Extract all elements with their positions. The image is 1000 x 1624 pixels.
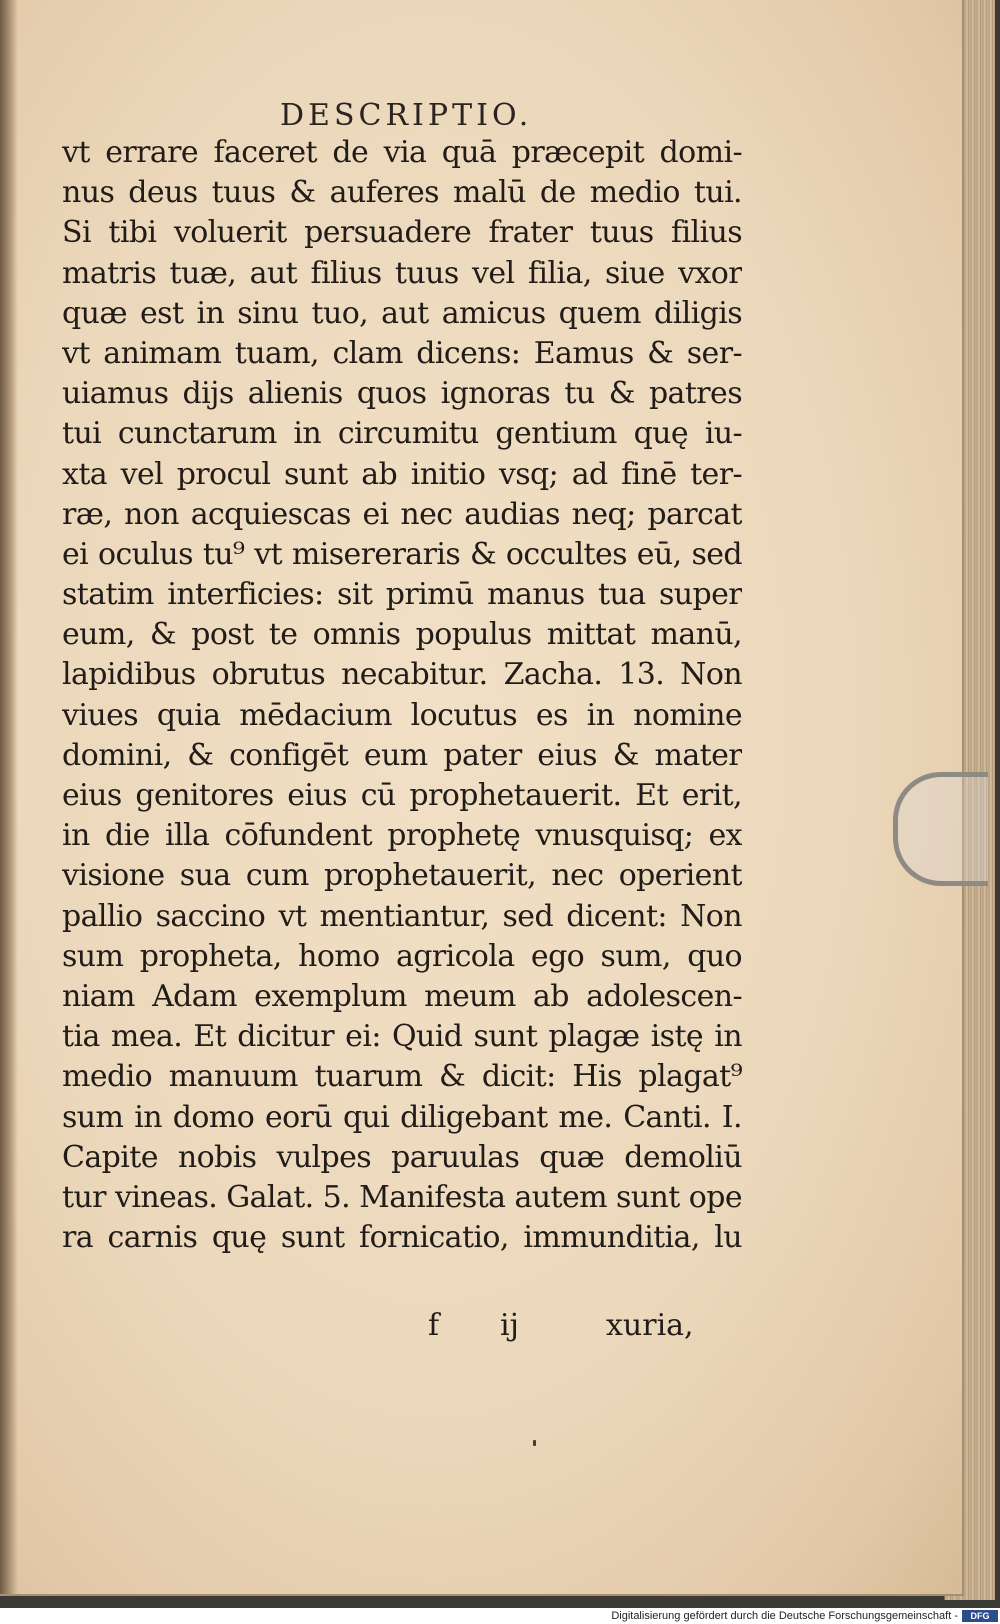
text-line: vt errare faceret de via quā præcepit domi-: [62, 135, 742, 170]
text-line: niam Adam exemplum meum ab adolescen-: [62, 978, 742, 1014]
text-line: domini, & configēt eum pater eius & mater: [62, 737, 742, 773]
catchword: xuria,: [606, 1308, 694, 1343]
text-line: visione sua cum prophetauerit, nec operient: [62, 858, 742, 894]
text-line: matris tuæ, aut filius tuus vel filia, siue vxor: [62, 255, 742, 291]
text-line: tur vineas. Galat. 5. Manifesta autem sunt ope: [62, 1179, 742, 1215]
text-line: nus deus tuus & auferes malū de medio tui.: [62, 175, 742, 211]
page-gutter-shadow: [0, 0, 18, 1594]
text-line: in die illa cōfundent prophetę vnusquisq; ex: [62, 818, 742, 854]
text-line: tia mea. Et dicitur ei: Quid sunt plagæ istę in: [62, 1019, 742, 1055]
text-line: lapidibus obrutus necabitur. Zacha. 13. Non: [62, 657, 742, 693]
text-line: ei oculus tu⁹ vt misereraris & occultes eū, sed: [62, 536, 742, 572]
page-text-block: [62, 133, 742, 1258]
text-line: medio manuum tuarum & dicit: His plagat⁹: [62, 1059, 742, 1095]
text-line: viues quia mēdacium locutus es in nomine: [62, 697, 742, 733]
text-line: tui cunctarum in circumitu gentium quę iu-: [62, 416, 742, 452]
signature-mark: f: [428, 1308, 440, 1343]
running-head: DESCRIPTIO.: [280, 98, 533, 133]
text-line: ræ, non acquiescas ei nec audias neq; parcat: [62, 496, 742, 532]
footer-text: Digitalisierung gefördert durch die Deutsche Forschungsgemeinschaft -: [611, 1610, 958, 1622]
text-line: Capite nobis vulpes paruulas quæ demoliū: [62, 1139, 742, 1175]
text-line: vt animam tuam, clam dicens: Eamus & ser-: [62, 335, 742, 371]
text-line: eius genitores eius cū prophetauerit. Et erit,: [62, 778, 742, 813]
dfg-logo: DFG: [962, 1610, 998, 1622]
digitization-footer: [0, 1608, 1000, 1624]
text-line: sum propheta, homo agricola ego sum, quo: [62, 938, 742, 974]
text-line: eum, & post te omnis populus mittat manū,: [62, 617, 742, 653]
signature-number: ij: [500, 1308, 519, 1343]
text-line: statim interficies: sit primū manus tua super: [62, 577, 742, 613]
text-line: Si tibi voluerit persuadere frater tuus filius: [62, 215, 742, 251]
text-line: sum in domo eorū qui diligebant me. Canti. I.: [62, 1099, 742, 1135]
ink-speck: [533, 1440, 536, 1446]
text-line: xta vel procul sunt ab initio vsq; ad finē ter-: [62, 456, 742, 492]
text-line: ra carnis quę sunt fornicatio, immunditia, lu: [62, 1220, 742, 1256]
text-line: pallio saccino vt mentiantur, sed dicent: Non: [62, 898, 742, 934]
text-line: quæ est in sinu tuo, aut amicus quem diligis: [62, 295, 742, 331]
text-line: uiamus dijs alienis quos ignoras tu & patres: [62, 376, 742, 412]
page-clip: [893, 772, 988, 886]
